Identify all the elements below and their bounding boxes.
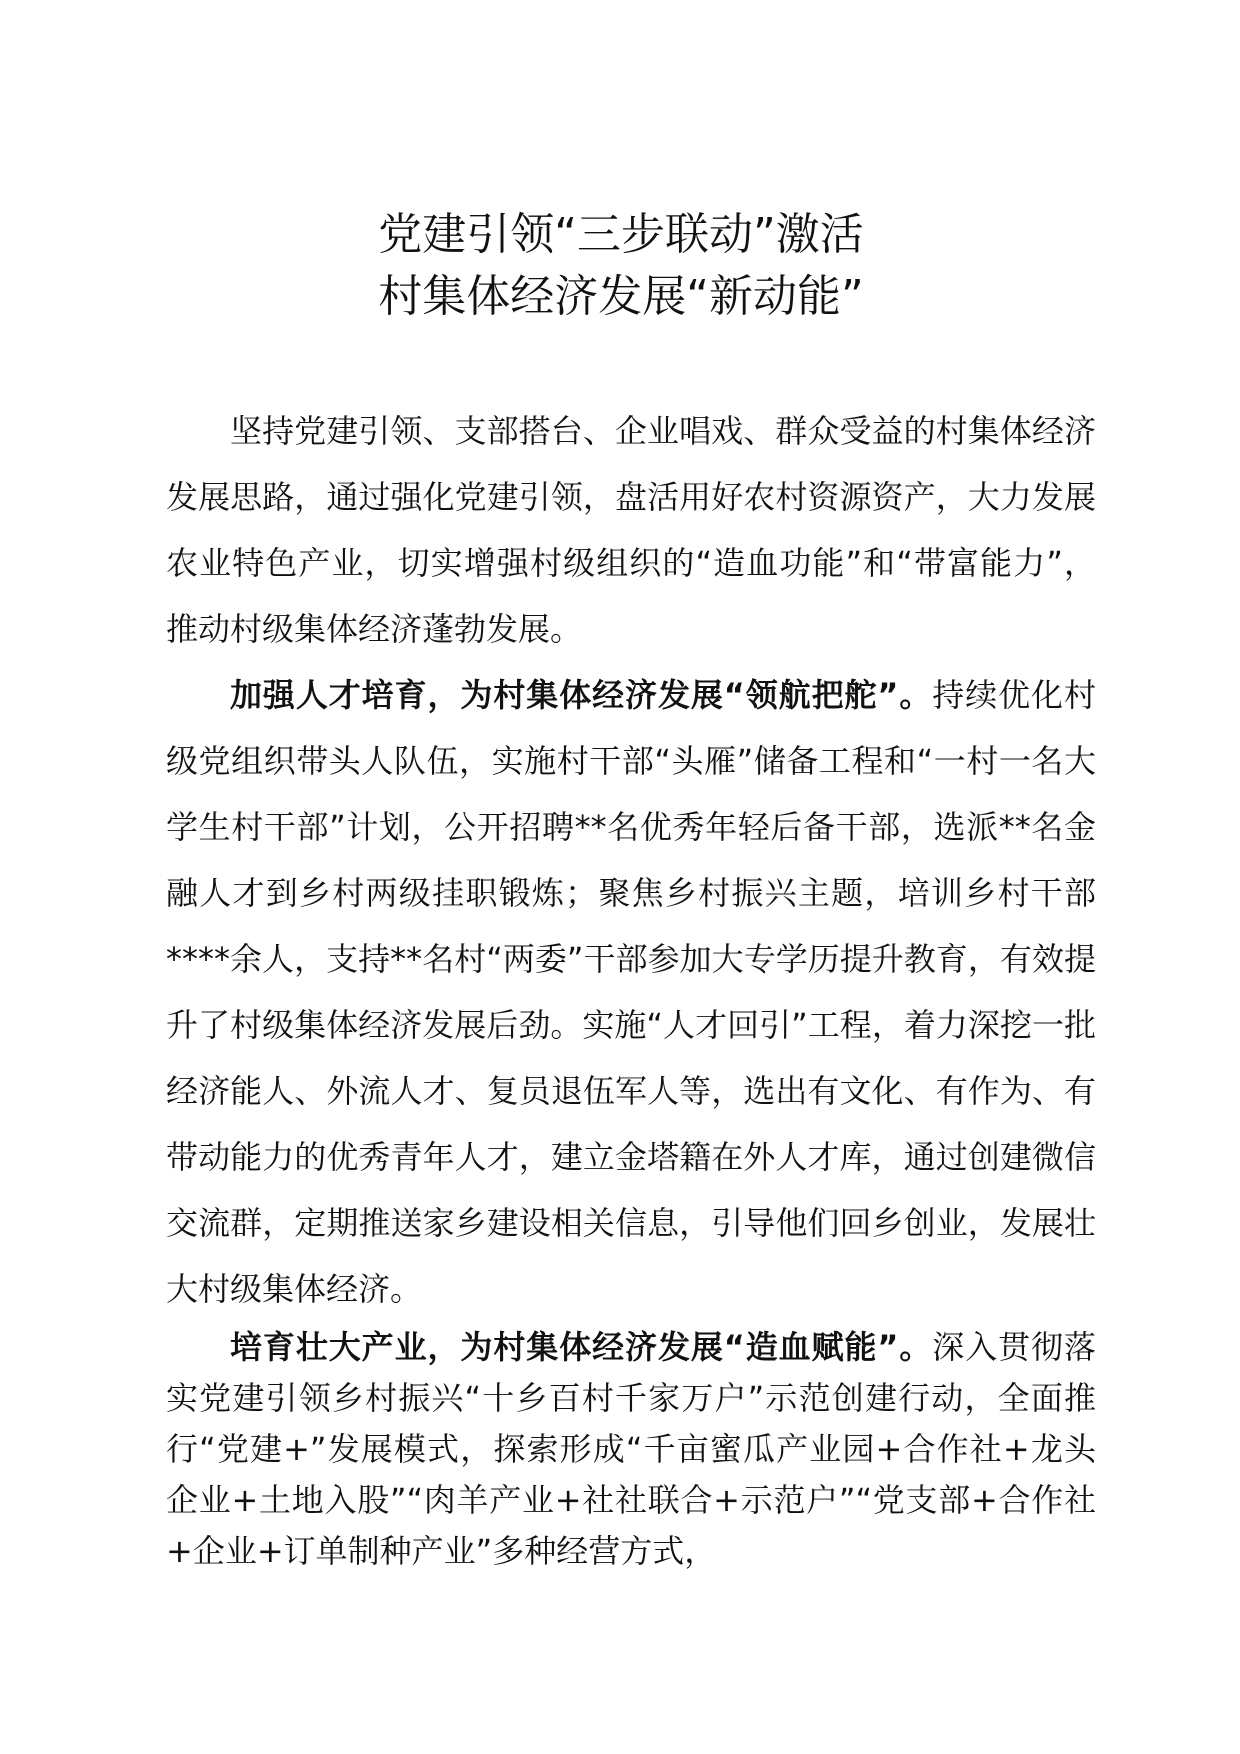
document-title — [166, 204, 1076, 328]
title-line-1: 党建引领“三步联动”激活 — [378, 209, 864, 260]
paragraph-text: 持续优化村级党组织带头人队伍，实施村干部“头雁”储备工程和“一村一名大学生村干部”计划，公开招聘**名优秀年轻后备干部，选派**名金融人才到乡村两级挂职锻炼；聚焦乡村振兴主题，培训乡村干部****余人，支持**名村“两委”干部参加大专学历提升教育，有效提升了村级集体经济发展后劲。实施“人才回引”工程，着力深挖一批经济能人、外流人才、复员退伍军人等，选出有文化、有作为、有带动能力的优秀青年人才，建立金塔籍在外人才库，通过创建微信交流群，定期推送家乡建设相关信息，引导他们回乡创业，发展壮大村级集体经济。 — [166, 676, 1096, 1308]
paragraph-text: 深入贯彻落实党建引领乡村振兴“十乡百村千家万户”示范创建行动，全面推行“党建+”发展模式，探索形成“千亩蜜瓜产业园+合作社+龙头企业+土地入股”“肉羊产业+社社联合+示范户”“党支部+合作社+企业+订单制种产业”多种经营方式， — [166, 1328, 1096, 1570]
paragraph-lead: 培育壮大产业，为村集体经济发展“造血赋能”。 — [230, 1328, 933, 1366]
paragraph-talent — [166, 662, 1096, 1322]
paragraph-industry — [166, 1322, 1096, 1577]
paragraph-text: 坚持党建引领、支部搭台、企业唱戏、群众受益的村集体经济发展思路，通过强化党建引领，盘活用好农村资源资产，大力发展农业特色产业，切实增强村级组织的“造血功能”和“带富能力”，推动村级集体经济蓬勃发展。 — [166, 412, 1096, 648]
paragraph-intro — [166, 398, 1096, 662]
title-line-2: 村集体经济发展“新动能” — [378, 271, 864, 322]
document-body — [166, 398, 1096, 1577]
paragraph-lead: 加强人才培育，为村集体经济发展“领航把舵”。 — [230, 676, 933, 714]
